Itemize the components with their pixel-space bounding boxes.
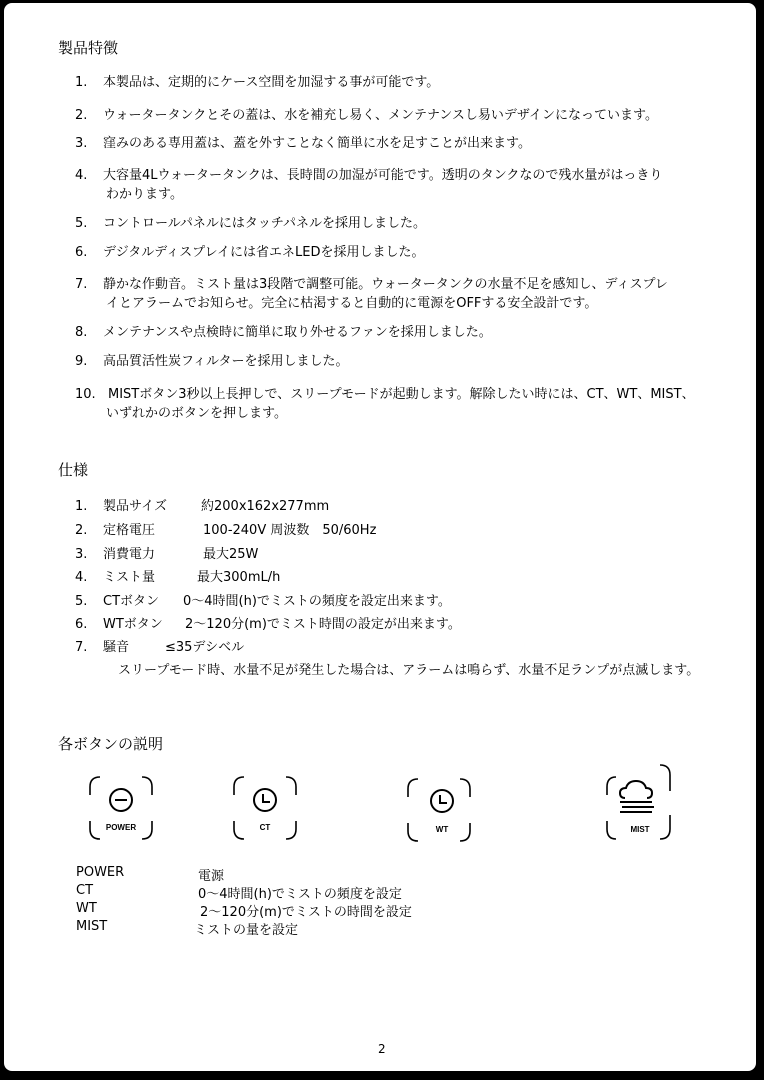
wt-button-illustration bbox=[406, 777, 472, 843]
feature-text: 高品質活性炭フィルターを採用しました。 bbox=[103, 354, 349, 369]
button-desc-power: 電源 bbox=[198, 869, 225, 884]
spec-label: 製品サイズ bbox=[103, 499, 167, 514]
feature-text: MISTボタン3秒以上長押しで、スリープモードが起動します。解除したい時には、CT、WT、MIST、 bbox=[108, 387, 695, 402]
button-name-ct: CT bbox=[76, 883, 94, 898]
spec-value: 0〜4時間(h)でミストの頻度を設定出来ます。 bbox=[183, 594, 451, 609]
feature-text: 窪みのある専用蓋は、蓋を外すことなく簡単に水を足すことが出来ます。 bbox=[103, 136, 531, 151]
spec-label: 定格電圧 bbox=[103, 523, 156, 538]
manual-page bbox=[4, 3, 756, 1071]
feature-number: 9. bbox=[75, 354, 88, 369]
button-name-wt: WT bbox=[76, 901, 97, 916]
spec-number: 2. bbox=[75, 523, 88, 538]
page-number: 2 bbox=[378, 1042, 386, 1056]
mist-icon-label: MIST bbox=[630, 825, 650, 834]
feature-number: 10. bbox=[75, 387, 96, 402]
spec-label: WTボタン bbox=[103, 617, 163, 632]
spec-number: 1. bbox=[75, 499, 88, 514]
button-name-mist: MIST bbox=[76, 919, 108, 934]
feature-text-continued: イとアラームでお知らせ。完全に枯渇すると自動的に電源をOFFする安全設計です。 bbox=[106, 296, 598, 311]
button-desc-ct: 0〜4時間(h)でミストの頻度を設定 bbox=[198, 887, 402, 902]
spec-value: 最大25W bbox=[203, 547, 259, 562]
spec-number: 3. bbox=[75, 547, 88, 562]
feature-text: 静かな作動音。ミスト量は3段階で調整可能。ウォータータンクの水量不足を感知し、ディスプレ bbox=[103, 277, 668, 292]
feature-number: 5. bbox=[75, 216, 88, 231]
buttons-heading: 各ボタンの説明 bbox=[58, 735, 164, 753]
spec-number: 6. bbox=[75, 617, 88, 632]
button-desc-wt: 2〜120分(m)でミストの時間を設定 bbox=[200, 905, 412, 920]
power-button-illustration bbox=[88, 775, 154, 841]
spec-label: 騒音 bbox=[103, 640, 130, 655]
mist-button-illustration bbox=[604, 761, 674, 841]
feature-number: 2. bbox=[75, 108, 88, 123]
power-icon-label: POWER bbox=[105, 823, 137, 832]
feature-text: ウォータータンクとその蓋は、水を補充し易く、メンテナンスし易いデザインになっています。 bbox=[103, 108, 658, 123]
clock-icon bbox=[254, 789, 276, 811]
button-name-power: POWER bbox=[76, 865, 125, 880]
spec-number: 4. bbox=[75, 570, 88, 585]
wt-icon-label: WT bbox=[435, 825, 449, 834]
feature-text: コントロールパネルにはタッチパネルを採用しました。 bbox=[103, 216, 427, 231]
feature-text: 大容量4Lウォータータンクは、長時間の加湿が可能です。透明のタンクなので残水量がはっきり bbox=[103, 168, 663, 183]
spec-number: 7. bbox=[75, 640, 88, 655]
feature-number: 6. bbox=[75, 245, 88, 260]
feature-number: 3. bbox=[75, 136, 88, 151]
mist-icon bbox=[620, 781, 654, 812]
spec-label: 消費電力 bbox=[103, 547, 156, 562]
spec-number: 5. bbox=[75, 594, 88, 609]
spec-value: 最大300mL/h bbox=[197, 570, 281, 585]
feature-number: 8. bbox=[75, 325, 88, 340]
spec-value: 2〜120分(m)でミスト時間の設定が出来ます。 bbox=[185, 617, 461, 632]
button-desc-mist: ミストの量を設定 bbox=[194, 923, 299, 938]
feature-text-continued: わかります。 bbox=[106, 187, 183, 202]
ct-button-illustration bbox=[232, 775, 298, 841]
feature-text: 本製品は、定期的にケース空間を加湿する事が可能です。 bbox=[103, 75, 440, 90]
power-icon bbox=[110, 789, 132, 811]
feature-number: 1. bbox=[75, 75, 88, 90]
spec-label: CTボタン bbox=[103, 594, 160, 609]
ct-icon-label: CT bbox=[259, 823, 271, 832]
specs-heading: 仕様 bbox=[58, 461, 89, 479]
features-heading: 製品特徴 bbox=[58, 39, 119, 57]
spec-value: 約200x162x277mm bbox=[201, 499, 330, 514]
feature-text-continued: いずれかのボタンを押します。 bbox=[106, 406, 287, 421]
feature-number: 4. bbox=[75, 168, 88, 183]
feature-text: デジタルディスプレイには省エネLEDを採用しました。 bbox=[103, 245, 425, 260]
spec-label: ミスト量 bbox=[103, 570, 156, 585]
clock-icon bbox=[431, 790, 453, 812]
spec-value: 100-240V 周波数 50/60Hz bbox=[203, 523, 377, 538]
feature-number: 7. bbox=[75, 277, 88, 292]
sleep-mode-note: スリープモード時、水量不足が発生した場合は、アラームは鳴らず、水量不足ランプが点滅します。 bbox=[118, 663, 700, 678]
spec-value: ≤35デシベル bbox=[165, 640, 245, 655]
feature-text: メンテナンスや点検時に簡単に取り外せるファンを採用しました。 bbox=[103, 325, 492, 340]
